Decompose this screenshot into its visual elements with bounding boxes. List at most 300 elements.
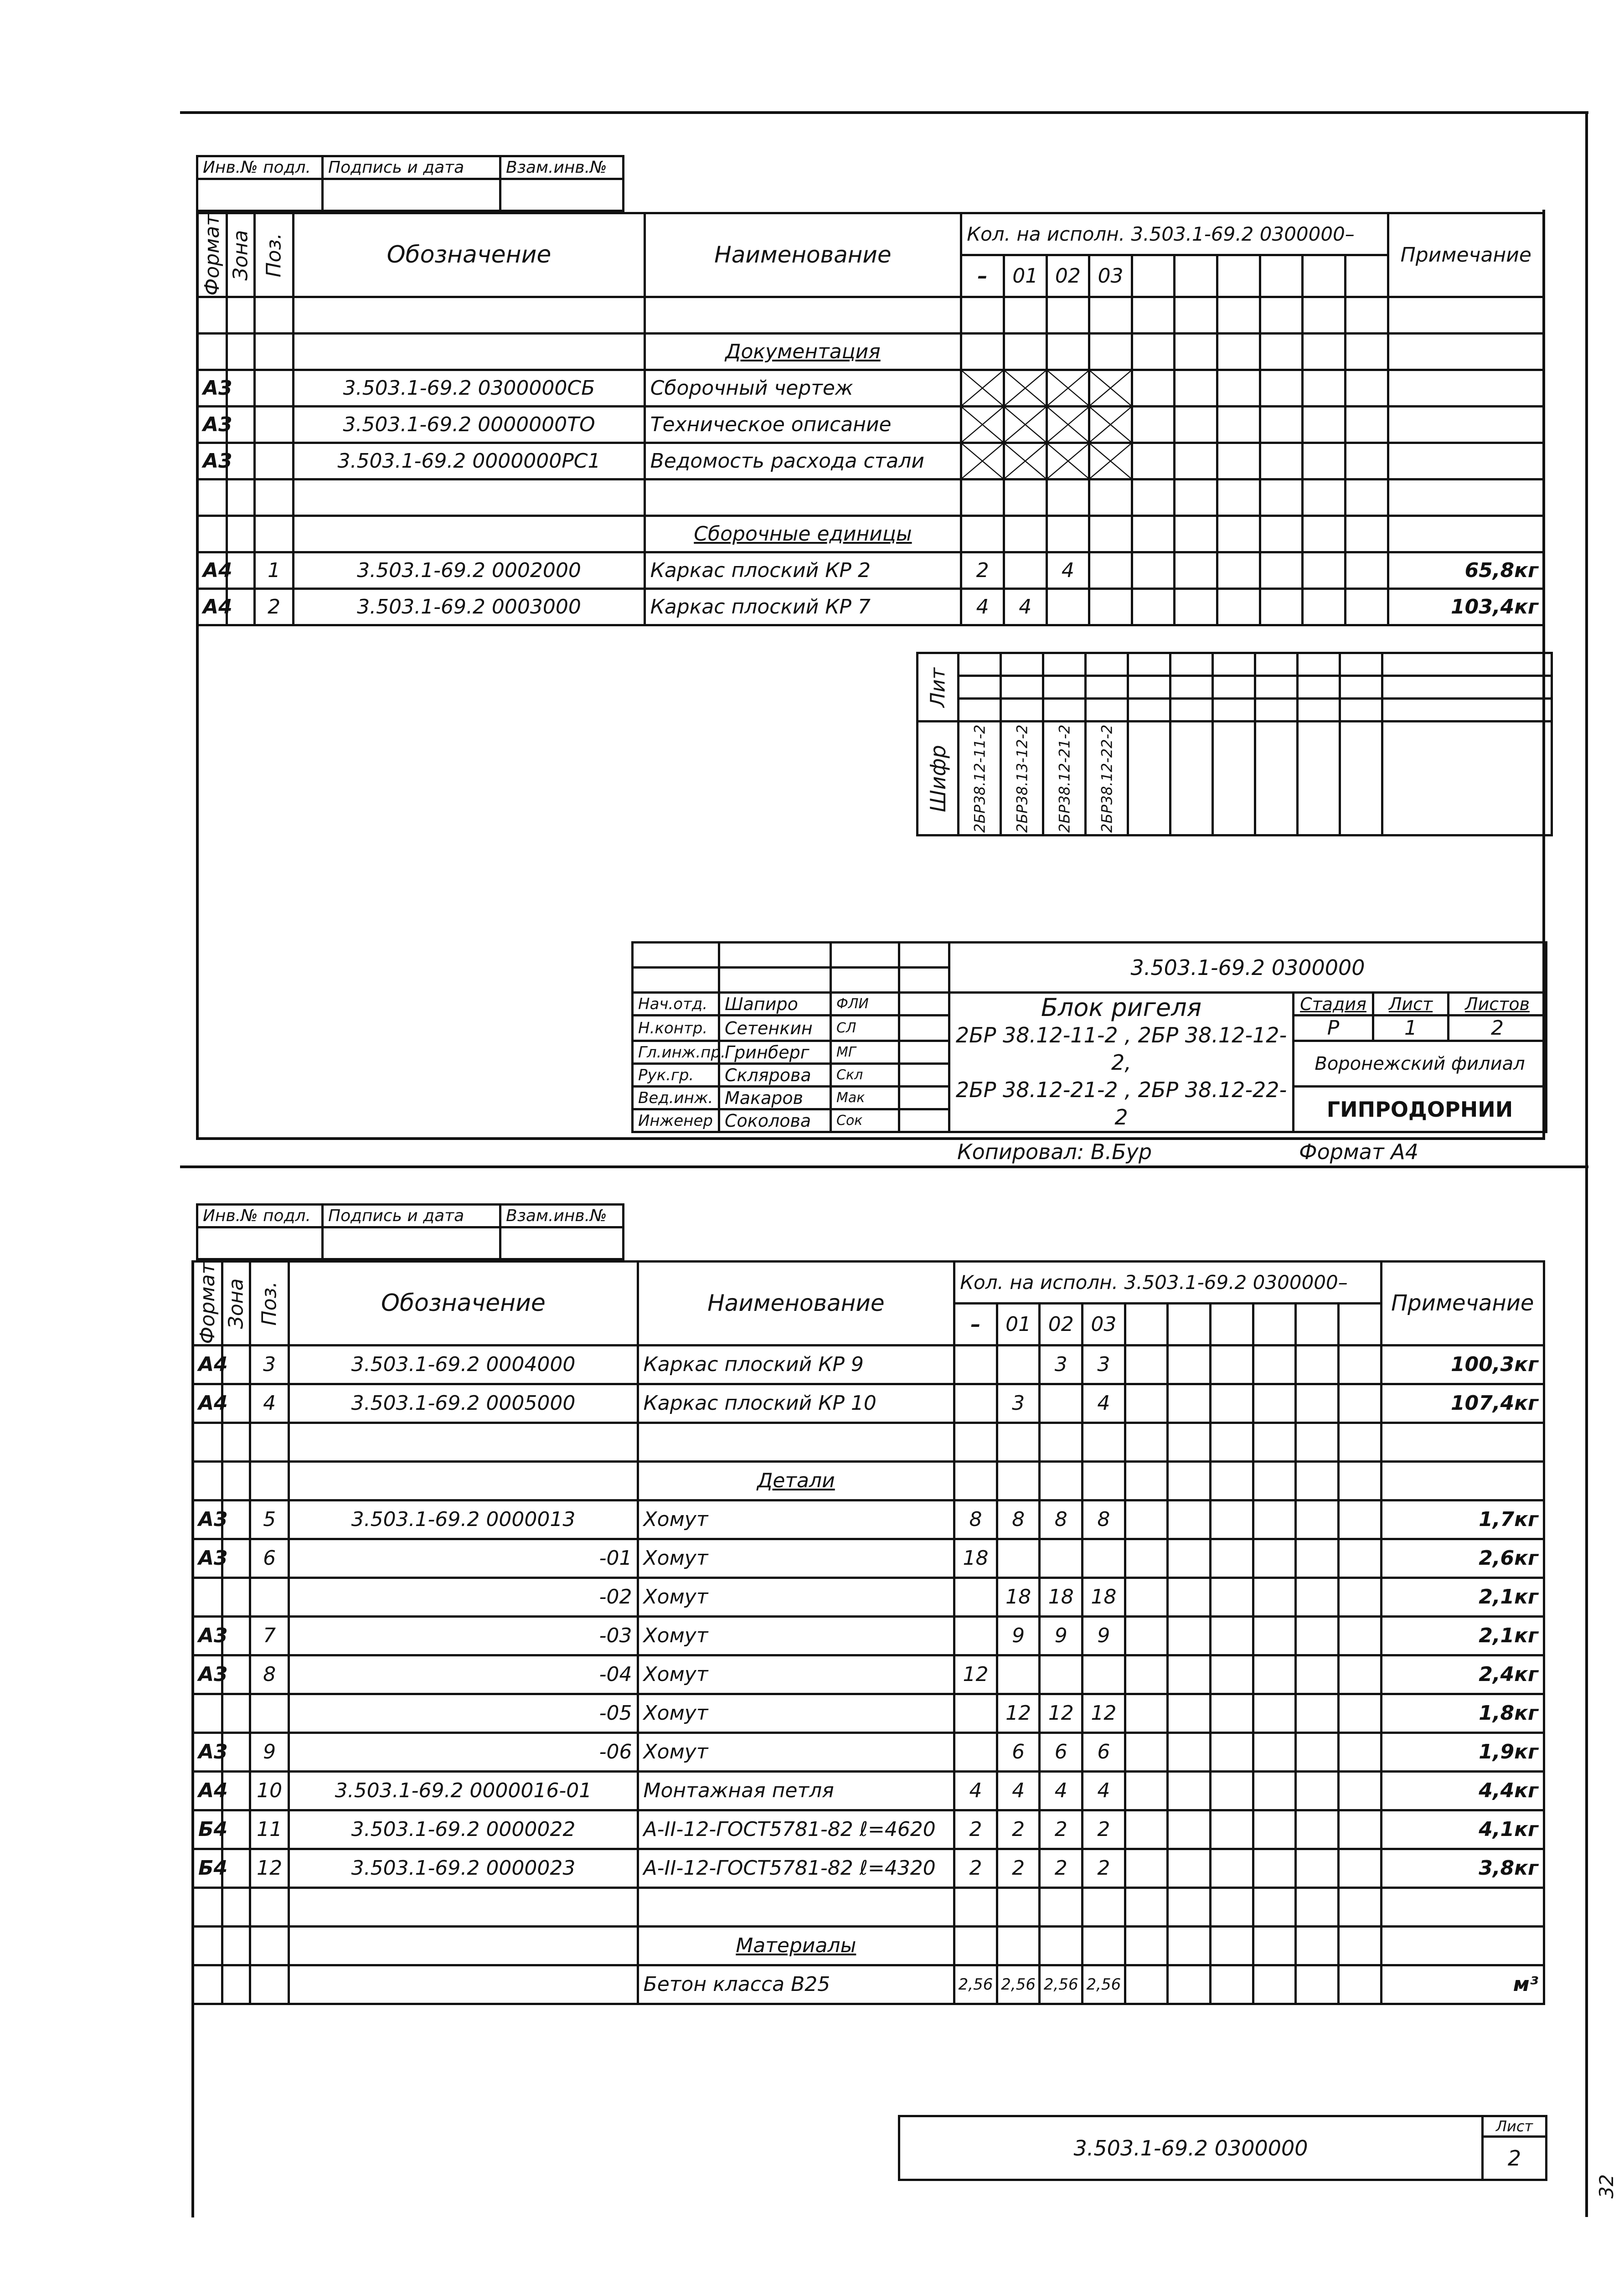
cell-format: А4 (193, 1771, 222, 1810)
cell-empty (1338, 1771, 1381, 1810)
cell-empty (1217, 588, 1260, 625)
col-poz: Поз. (254, 213, 294, 297)
role-5: Вед.инж. (633, 1087, 719, 1109)
cell-zona (222, 1965, 250, 2004)
table-row (193, 1926, 1544, 1965)
sig-5: Мак (831, 1087, 899, 1109)
cell-oboz (289, 1461, 638, 1500)
cell-poz (250, 1887, 289, 1926)
cell-empty (1296, 1500, 1339, 1539)
cell-empty (1345, 479, 1388, 516)
cell-empty (1253, 1694, 1296, 1732)
cell-empty (1296, 1345, 1339, 1384)
cell-format: А4 (193, 1345, 222, 1384)
cell-empty (1296, 1926, 1339, 1965)
cell-qty-3 (1089, 297, 1132, 333)
cell-empty (1338, 1655, 1381, 1694)
cell-empty (1338, 1539, 1381, 1578)
cell-format (193, 1926, 222, 1965)
cell-zona (222, 1578, 250, 1616)
cell-qty-0: 4 (954, 1771, 997, 1810)
cell-qty-0 (954, 1423, 997, 1461)
cell-naim (638, 1887, 954, 1926)
table-row (197, 516, 1544, 552)
table-row (197, 588, 1544, 625)
sheet2-spec-table (191, 1260, 1545, 2005)
cell-empty (1296, 1887, 1339, 1926)
cell-prim (1381, 1461, 1544, 1500)
cell-empty (1303, 406, 1346, 443)
cell-empty (1345, 516, 1388, 552)
cell-empty (1132, 297, 1175, 333)
cell-empty (1125, 1578, 1168, 1616)
cell-empty (1338, 1500, 1381, 1539)
cell-qty-1: 6 (997, 1732, 1040, 1771)
table-row (193, 1694, 1544, 1732)
cell-empty (1260, 552, 1303, 588)
cell-format (193, 1694, 222, 1732)
cell-empty (1175, 552, 1217, 588)
shifr-code-1: 2БР38.12-11-2 (959, 722, 1001, 835)
cell-qty-2: 2,56 (1040, 1965, 1083, 2004)
cell-empty (1168, 1732, 1211, 1771)
cell-qty-3 (1083, 1887, 1125, 1926)
list-label: Лист (1373, 993, 1449, 1016)
cell-qty-2 (1040, 1926, 1083, 1965)
cell-qty-3 (1089, 370, 1132, 406)
col-zona: Зона (227, 213, 254, 297)
cell-format (197, 297, 227, 333)
cell-empty (1210, 1810, 1253, 1849)
cell-poz (250, 1965, 289, 2004)
name-3: Гринберг (719, 1041, 831, 1064)
cell-format: А4 (197, 588, 227, 625)
table-row (197, 552, 1544, 588)
cell-empty (1338, 1926, 1381, 1965)
cell-empty (1125, 1616, 1168, 1655)
cell-qty-0 (961, 406, 1004, 443)
cell-prim: 3,8кг (1381, 1849, 1544, 1887)
cell-empty (1338, 1461, 1381, 1500)
cell-empty (1345, 297, 1388, 333)
cell-prim: 100,3кг (1381, 1345, 1544, 1384)
cell-empty (1132, 588, 1175, 625)
cell-empty (1125, 1849, 1168, 1887)
cell-qty-2: 6 (1040, 1732, 1083, 1771)
col-prim: Примечание (1388, 213, 1544, 297)
cell-format (197, 516, 227, 552)
col-kol: Кол. на исполн. 3.503.1-69.2 0300000– (961, 213, 1388, 255)
cell-empty (1175, 443, 1217, 479)
table-row (193, 1771, 1544, 1810)
name-2: Сетенкин (719, 1016, 831, 1041)
cell-empty (1175, 479, 1217, 516)
cell-qty-1 (1004, 552, 1047, 588)
shifr-label: Шифр (918, 722, 959, 835)
cell-qty-0 (954, 1461, 997, 1500)
sign-label-2: Подпись и дата (323, 1205, 500, 1227)
cell-empty (1253, 1732, 1296, 1771)
col-oboz: Обозначение (294, 213, 644, 297)
cell-qty-2 (1047, 443, 1089, 479)
cell-empty (1338, 1849, 1381, 1887)
cell-oboz: -03 (289, 1616, 638, 1655)
cell-format (193, 1887, 222, 1926)
cell-qty-2 (1047, 479, 1089, 516)
table-row (193, 1500, 1544, 1539)
cell-qty-1: 12 (997, 1694, 1040, 1732)
cell-naim (644, 297, 961, 333)
cell-empty (1253, 1849, 1296, 1887)
cell-qty-3: 4 (1083, 1771, 1125, 1810)
cell-qty-2: 4 (1047, 552, 1089, 588)
cell-empty (1168, 1810, 1211, 1849)
title-line2: 2БР 38.12-11-2 , 2БР 38.12-12-2, (955, 1022, 1287, 1075)
table-row (193, 1810, 1544, 1849)
cell-oboz (289, 1423, 638, 1461)
s1-doc-code: 3.503.1-69.2 0300000 (949, 943, 1547, 993)
col-prim-2: Примечание (1381, 1262, 1544, 1346)
cell-prim (1381, 1887, 1544, 1926)
cell-qty-3 (1083, 1423, 1125, 1461)
cell-empty (1125, 1384, 1168, 1423)
cell-empty (1217, 406, 1260, 443)
cell-qty-1 (1004, 370, 1047, 406)
cell-poz: 12 (250, 1849, 289, 1887)
cell-empty (1132, 443, 1175, 479)
cell-poz: 5 (250, 1500, 289, 1539)
cell-oboz: 3.503.1-69.2 0000013 (289, 1500, 638, 1539)
cell-naim: Каркас плоский КР 9 (638, 1345, 954, 1384)
cell-naim: Хомут (638, 1655, 954, 1694)
table-row (193, 1539, 1544, 1578)
sig-1: ФЛИ (831, 993, 899, 1016)
cell-qty-3 (1089, 479, 1132, 516)
name-6: Соколова (719, 1109, 831, 1132)
cell-empty (1303, 333, 1346, 370)
sig-2: СЛ (831, 1016, 899, 1041)
section-heading: Документация (644, 333, 961, 370)
s2-list-label: Лист (1483, 2116, 1547, 2137)
cell-empty (1132, 479, 1175, 516)
cell-oboz: 3.503.1-69.2 0000023 (289, 1849, 638, 1887)
role-3: Гл.инж.пр. (633, 1041, 719, 1064)
cell-zona (222, 1887, 250, 1926)
cell-prim: 1,9кг (1381, 1732, 1544, 1771)
cell-empty (1253, 1810, 1296, 1849)
cell-empty (1338, 1578, 1381, 1616)
cell-empty (1260, 333, 1303, 370)
cell-prim: 2,4кг (1381, 1655, 1544, 1694)
section-heading: Сборочные единицы (644, 516, 961, 552)
vzam-label-2: Взам.инв.№ (500, 1205, 624, 1227)
name-1: Шапиро (719, 993, 831, 1016)
cell-empty (1168, 1849, 1211, 1887)
table-row (193, 1423, 1544, 1461)
table-row (197, 479, 1544, 516)
cell-qty-3: 12 (1083, 1694, 1125, 1732)
cell-qty-2 (1047, 516, 1089, 552)
cell-oboz (294, 297, 644, 333)
cell-empty (1210, 1539, 1253, 1578)
cell-qty-1: 4 (1004, 588, 1047, 625)
stadia-value: Р (1294, 1016, 1373, 1041)
cell-empty (1345, 333, 1388, 370)
cell-empty (1345, 552, 1388, 588)
table-row (193, 1461, 1544, 1500)
cell-empty (1217, 479, 1260, 516)
cell-oboz: 3.503.1-69.2 0004000 (289, 1345, 638, 1384)
cell-empty (1210, 1849, 1253, 1887)
cell-empty (1168, 1384, 1211, 1423)
cell-zona (222, 1926, 250, 1965)
sheet-divider (180, 1165, 1588, 1168)
cell-empty (1296, 1732, 1339, 1771)
cell-qty-3: 4 (1083, 1384, 1125, 1423)
cell-zona (222, 1461, 250, 1500)
cell-empty (1296, 1616, 1339, 1655)
cell-empty (1125, 1500, 1168, 1539)
cell-prim: м³ (1381, 1965, 1544, 2004)
cell-oboz: 3.503.1-69.2 0000000ТО (294, 406, 644, 443)
cell-qty-3 (1083, 1539, 1125, 1578)
cell-poz (254, 370, 294, 406)
cell-empty (1338, 1965, 1381, 2004)
cell-empty (1168, 1887, 1211, 1926)
cell-qty-3 (1089, 516, 1132, 552)
cell-qty-2: 12 (1040, 1694, 1083, 1732)
cell-naim: Ведомость расхода стали (644, 443, 961, 479)
s2-doc-code: 3.503.1-69.2 0300000 (899, 2116, 1483, 2180)
inv-label-2: Инв.№ подл. (197, 1205, 323, 1227)
table-row (193, 1616, 1544, 1655)
cell-oboz: -04 (289, 1655, 638, 1694)
cell-empty (1210, 1887, 1253, 1926)
cell-qty-2 (1040, 1423, 1083, 1461)
cell-poz (250, 1926, 289, 1965)
cell-qty-0 (954, 1926, 997, 1965)
cell-qty-1: 2 (997, 1849, 1040, 1887)
cell-empty (1253, 1423, 1296, 1461)
table-row (197, 406, 1544, 443)
cell-empty (1210, 1423, 1253, 1461)
col-ex1-2: 01 (997, 1303, 1040, 1345)
col-format: Формат (197, 213, 227, 297)
col-zona-2: Зона (222, 1262, 250, 1346)
s2-list-value: 2 (1483, 2137, 1547, 2180)
cell-qty-1 (997, 1539, 1040, 1578)
cell-prim: 107,4кг (1381, 1384, 1544, 1423)
cell-format (197, 479, 227, 516)
cell-qty-2 (1040, 1655, 1083, 1694)
cell-empty (1260, 516, 1303, 552)
cell-qty-1 (1004, 479, 1047, 516)
cell-empty (1168, 1500, 1211, 1539)
cell-oboz (294, 333, 644, 370)
cell-empty (1132, 552, 1175, 588)
cell-oboz (294, 479, 644, 516)
cell-naim (644, 479, 961, 516)
sign-label: Подпись и дата (323, 156, 500, 179)
cell-oboz (289, 1965, 638, 2004)
cell-prim: 4,1кг (1381, 1810, 1544, 1849)
cell-naim: Каркас плоский КР 7 (644, 588, 961, 625)
cell-naim: Хомут (638, 1500, 954, 1539)
cell-qty-0: 8 (954, 1500, 997, 1539)
cell-empty (1217, 443, 1260, 479)
vzam-label: Взам.инв.№ (500, 156, 624, 179)
cell-empty (1338, 1694, 1381, 1732)
cell-qty-3 (1089, 588, 1132, 625)
cell-empty (1168, 1616, 1211, 1655)
cell-qty-1 (997, 1423, 1040, 1461)
cell-empty (1253, 1655, 1296, 1694)
cell-qty-2 (1040, 1384, 1083, 1423)
cell-empty (1260, 370, 1303, 406)
cell-empty (1338, 1423, 1381, 1461)
listov-label: Листов (1449, 993, 1547, 1016)
col-ex0: – (961, 255, 1004, 297)
cell-poz: 8 (250, 1655, 289, 1694)
cell-poz: 2 (254, 588, 294, 625)
cell-empty (1125, 1965, 1168, 2004)
table-row (193, 1732, 1544, 1771)
sheet1-lit-shifr (916, 652, 1553, 836)
cell-poz (254, 406, 294, 443)
cell-prim: 2,1кг (1381, 1616, 1544, 1655)
cell-empty (1345, 370, 1388, 406)
stadia-label: Стадия (1294, 993, 1373, 1016)
cell-empty (1132, 370, 1175, 406)
shifr-code-2: 2БР38.13-12-2 (1001, 722, 1043, 835)
cell-qty-3: 2 (1083, 1810, 1125, 1849)
cell-empty (1260, 479, 1303, 516)
cell-qty-0: 2,56 (954, 1965, 997, 2004)
cell-poz (254, 297, 294, 333)
cell-poz (254, 516, 294, 552)
cell-naim: Хомут (638, 1694, 954, 1732)
cell-naim: Хомут (638, 1539, 954, 1578)
cell-empty (1338, 1887, 1381, 1926)
cell-poz: 6 (250, 1539, 289, 1578)
cell-qty-1 (997, 1887, 1040, 1926)
title-line1: Блок ригеля (1041, 993, 1202, 1022)
cell-empty (1125, 1345, 1168, 1384)
cell-zona (227, 479, 254, 516)
cell-empty (1296, 1384, 1339, 1423)
cell-qty-0: 2 (954, 1810, 997, 1849)
cell-qty-1 (1004, 443, 1047, 479)
cell-empty (1168, 1926, 1211, 1965)
sig-6: Сок (831, 1109, 899, 1132)
cell-empty (1175, 406, 1217, 443)
cell-prim: 2,1кг (1381, 1578, 1544, 1616)
cell-empty (1303, 297, 1346, 333)
cell-format (193, 1423, 222, 1461)
cell-poz: 1 (254, 552, 294, 588)
cell-qty-1 (1004, 297, 1047, 333)
cell-empty (1296, 1849, 1339, 1887)
cell-empty (1168, 1965, 1211, 2004)
cell-qty-0 (954, 1345, 997, 1384)
cell-format: Б4 (193, 1849, 222, 1887)
cell-qty-2 (1040, 1887, 1083, 1926)
cell-qty-3 (1089, 406, 1132, 443)
cell-empty (1253, 1616, 1296, 1655)
cell-qty-1: 9 (997, 1616, 1040, 1655)
cell-empty (1125, 1732, 1168, 1771)
cell-qty-0 (961, 333, 1004, 370)
cell-empty (1132, 406, 1175, 443)
cell-empty (1260, 406, 1303, 443)
cell-qty-3 (1089, 443, 1132, 479)
table-row (193, 1384, 1544, 1423)
sheet1-inv-strip (196, 155, 624, 212)
cell-empty (1260, 297, 1303, 333)
cell-qty-0 (961, 516, 1004, 552)
cell-empty (1210, 1616, 1253, 1655)
cell-empty (1125, 1461, 1168, 1500)
cell-poz (250, 1461, 289, 1500)
cell-qty-1 (1004, 333, 1047, 370)
cell-oboz: 3.503.1-69.2 0000016-01 (289, 1771, 638, 1810)
cell-qty-3 (1083, 1926, 1125, 1965)
inv-label: Инв.№ подл. (197, 156, 323, 179)
cell-qty-2 (1047, 370, 1089, 406)
cell-zona (227, 297, 254, 333)
cell-poz: 11 (250, 1810, 289, 1849)
cell-qty-0 (954, 1578, 997, 1616)
cell-qty-3: 3 (1083, 1345, 1125, 1384)
cell-empty (1303, 516, 1346, 552)
table-row (193, 1887, 1544, 1926)
cell-qty-1 (997, 1926, 1040, 1965)
cell-empty (1345, 406, 1388, 443)
cell-empty (1253, 1578, 1296, 1616)
cell-empty (1132, 333, 1175, 370)
cell-format (197, 333, 227, 370)
org-line1: Воронежский филиал (1294, 1041, 1547, 1087)
col-ex3-2: 03 (1083, 1303, 1125, 1345)
cell-qty-3 (1089, 333, 1132, 370)
cell-naim: Хомут (638, 1732, 954, 1771)
cell-empty (1260, 443, 1303, 479)
cell-oboz: 3.503.1-69.2 0003000 (294, 588, 644, 625)
copied-by: Копировал: В.Бур (957, 1140, 1152, 1164)
sig-3: МГ (831, 1041, 899, 1064)
cell-empty (1338, 1616, 1381, 1655)
table-row (197, 333, 1544, 370)
name-4: Склярова (719, 1064, 831, 1087)
cell-qty-2: 3 (1040, 1345, 1083, 1384)
cell-empty (1217, 297, 1260, 333)
cell-qty-0 (961, 297, 1004, 333)
cell-qty-2: 9 (1040, 1616, 1083, 1655)
cell-poz (250, 1578, 289, 1616)
cell-oboz: -06 (289, 1732, 638, 1771)
cell-format: А3 (197, 370, 227, 406)
cell-empty (1296, 1771, 1339, 1810)
cell-oboz: 3.503.1-69.2 0000022 (289, 1810, 638, 1849)
cell-naim: Сборочный чертеж (644, 370, 961, 406)
cell-zona (222, 1423, 250, 1461)
cell-empty (1210, 1655, 1253, 1694)
cell-qty-2: 8 (1040, 1500, 1083, 1539)
col-poz-2: Поз. (250, 1262, 289, 1346)
cell-poz: 4 (250, 1384, 289, 1423)
cell-empty (1253, 1887, 1296, 1926)
cell-empty (1345, 588, 1388, 625)
